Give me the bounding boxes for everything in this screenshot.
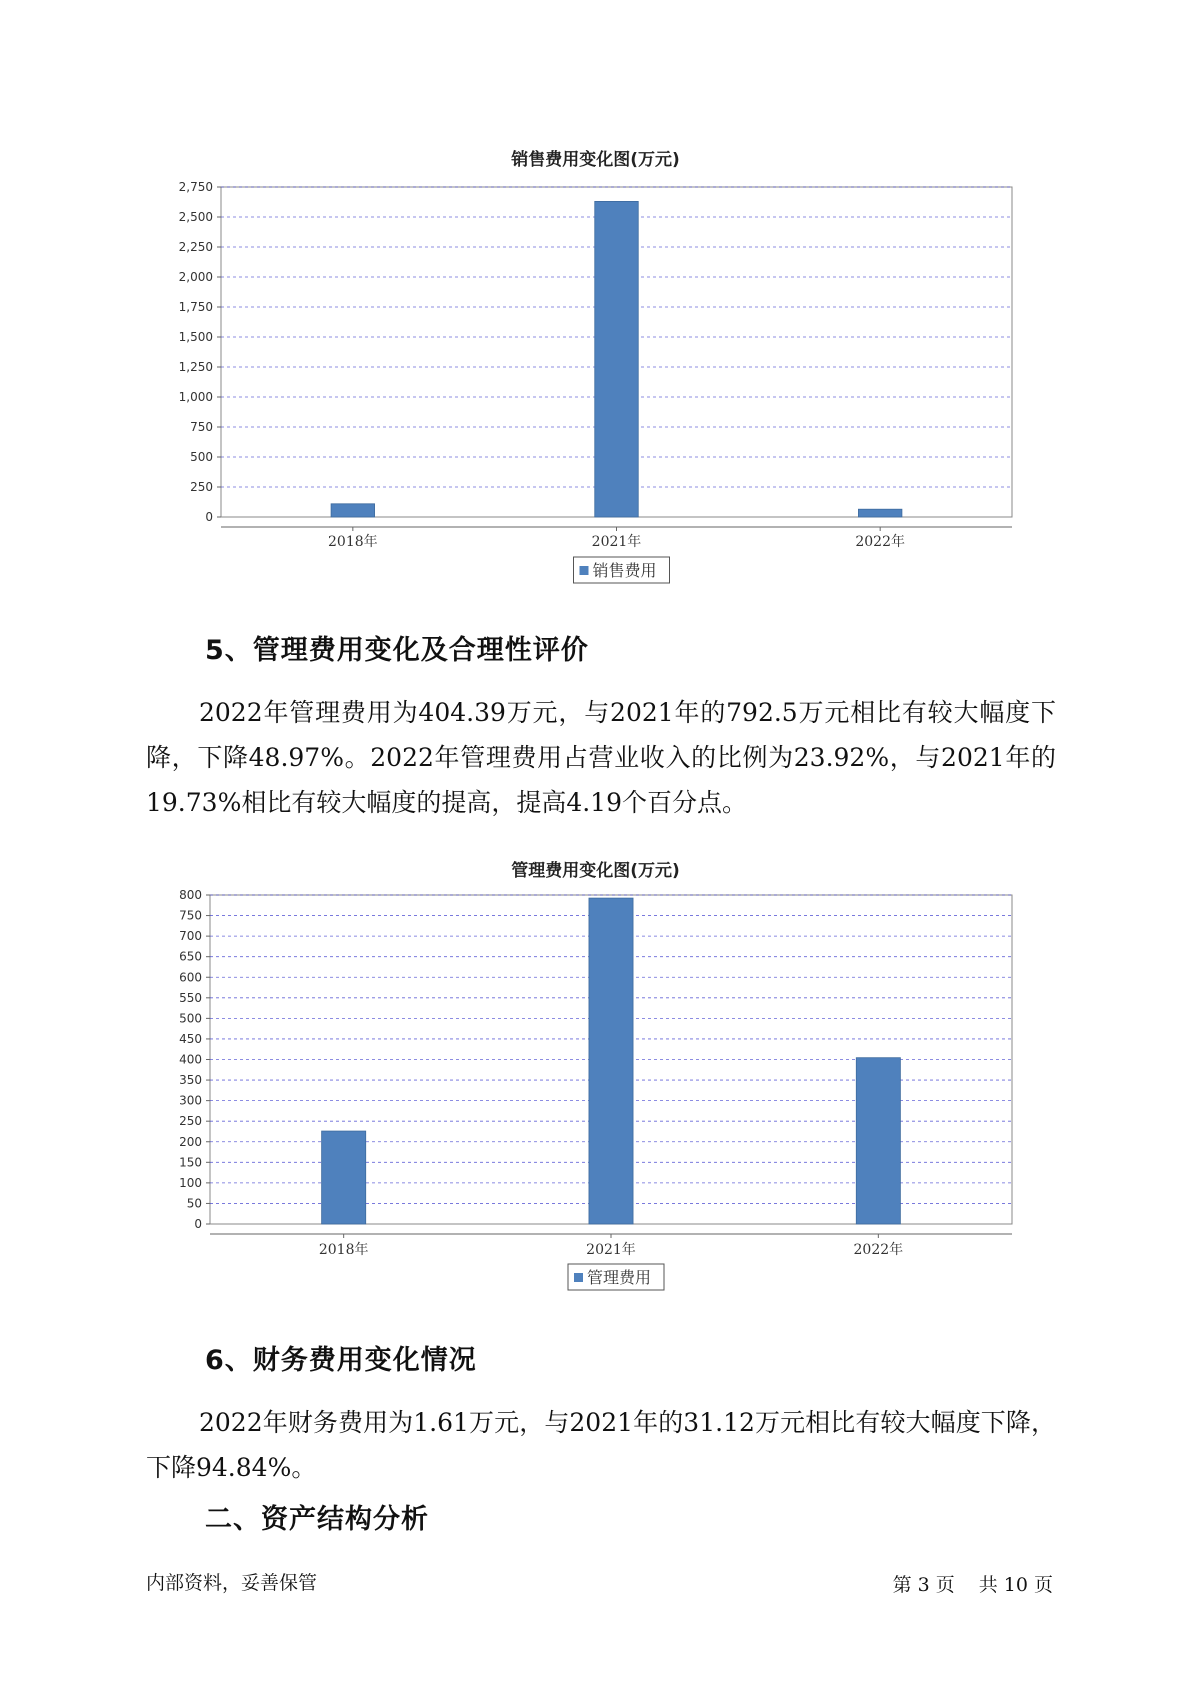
x-tick-label: 2018年: [328, 534, 378, 550]
y-tick-label: 650: [179, 949, 202, 964]
y-tick-label: 2,250: [178, 240, 213, 254]
y-tick-label: 150: [179, 1155, 202, 1170]
y-tick-label: 200: [179, 1134, 202, 1149]
y-tick-label: 2,750: [178, 180, 213, 194]
bar-2021年: [595, 201, 639, 517]
bar-2022年: [858, 509, 902, 517]
legend: [574, 557, 670, 583]
paragraph-admin-expense: 2022年管理费用为404.39万元，与2021年的792.5万元相比有较大幅度下降，下降48.97%。2022年管理费用占营业收入的比例为23.92%，与2021年的19.73%相比有较大幅度的提高，提高4.19个百分点。: [146, 698, 1056, 817]
section-heading-asset-structure: 二、资产结构分析: [205, 1504, 429, 1535]
page-label-suffix: 页: [935, 1574, 955, 1596]
y-tick-label: 1,750: [178, 300, 213, 314]
bar-2018年: [331, 504, 375, 517]
y-tick-label: 700: [179, 929, 202, 944]
x-tick-label: 2021年: [591, 534, 642, 550]
footer-page-number: [887, 1570, 1053, 1597]
y-tick-label: 350: [179, 1073, 202, 1088]
legend-swatch: [580, 566, 589, 575]
y-tick-label: 0: [194, 1217, 202, 1231]
bar-2021年: [589, 898, 633, 1224]
y-tick-label: 550: [179, 990, 202, 1005]
x-tick-label: 2022年: [855, 534, 905, 550]
paragraph-finance-expense: 2022年财务费用为1.61万元，与2021年的31.12万元相比有较大幅度下降，下降94.84%。: [146, 1408, 1056, 1482]
y-tick-label: 300: [179, 1093, 202, 1108]
y-tick-label: 1,250: [178, 360, 213, 374]
y-tick-label: 1,000: [178, 390, 213, 404]
section-heading-admin-expense: 5、管理费用变化及合理性评价: [205, 635, 589, 666]
y-tick-label: 1,500: [178, 330, 213, 344]
y-tick-label: 500: [179, 1011, 202, 1026]
x-tick-label: 2022年: [853, 1242, 904, 1258]
page-number: 3: [917, 1574, 930, 1596]
bar-2022年: [856, 1058, 900, 1224]
footer-confidential-note: 内部资料，妥善保管: [146, 1572, 318, 1594]
total-label-prefix: 共: [978, 1574, 998, 1596]
y-tick-label: 500: [190, 450, 213, 464]
section-heading-finance-expense: 6、财务费用变化情况: [205, 1345, 477, 1376]
admin-expense-chart: [0, 870, 1191, 1320]
legend-label: 管理费用: [587, 1268, 652, 1287]
y-tick-label: 100: [179, 1175, 202, 1190]
y-tick-label: 800: [179, 888, 202, 902]
chart-title-admin: 管理费用变化图(万元): [511, 861, 680, 881]
y-tick-label: 2,500: [178, 210, 213, 224]
y-tick-label: 250: [179, 1114, 202, 1129]
legend: [568, 1264, 664, 1290]
page-label-prefix: 第: [892, 1574, 912, 1596]
x-tick-label: 2018年: [318, 1242, 369, 1258]
y-tick-label: 250: [190, 480, 213, 494]
y-tick-label: 600: [179, 970, 202, 985]
chart-title-sales: 销售费用变化图(万元): [511, 150, 680, 170]
y-tick-label: 0: [205, 510, 213, 524]
y-tick-label: 750: [179, 908, 202, 923]
bar-2018年: [322, 1131, 366, 1224]
y-tick-label: 50: [186, 1196, 202, 1211]
sales-expense-chart: [0, 160, 1191, 600]
legend-swatch: [574, 1273, 583, 1282]
y-tick-label: 750: [190, 420, 213, 434]
y-tick-label: 2,000: [178, 270, 213, 284]
y-tick-label: 450: [179, 1031, 202, 1046]
y-tick-label: 400: [179, 1052, 202, 1067]
legend-label: 销售费用: [592, 561, 657, 580]
x-tick-label: 2021年: [586, 1242, 636, 1258]
total-label-suffix: 页: [1033, 1574, 1053, 1596]
total-pages: 10: [1003, 1574, 1028, 1596]
